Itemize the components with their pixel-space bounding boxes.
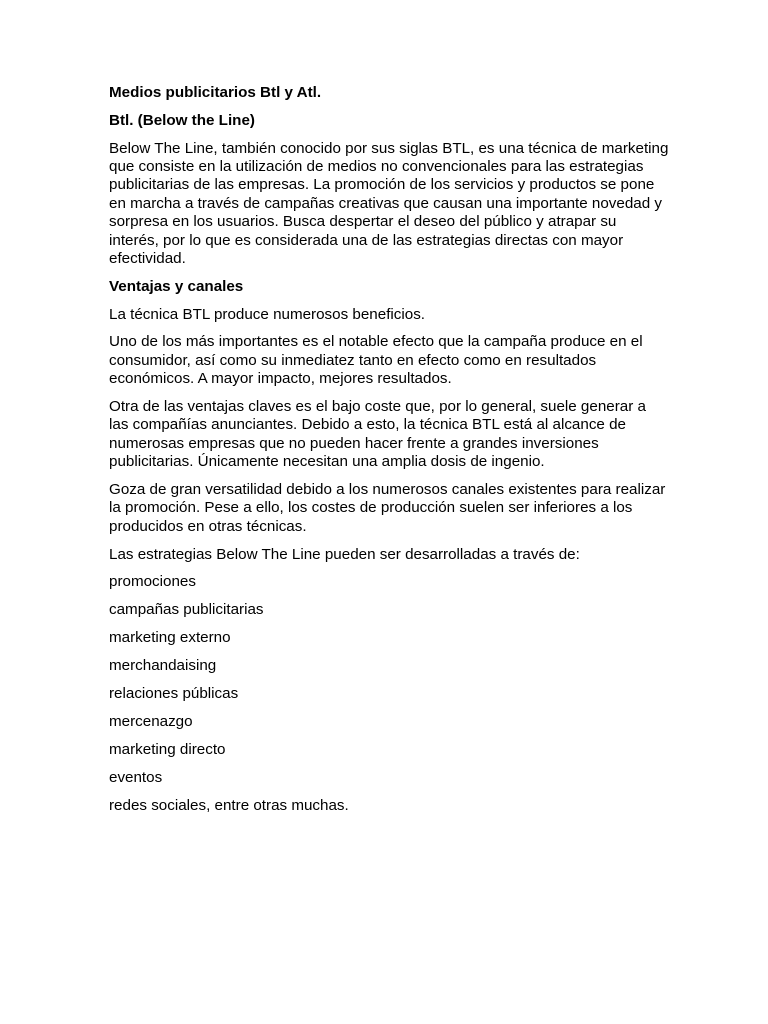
paragraph-channels-intro: Las estrategias Below The Line pueden ser desarrolladas a través de: [109, 545, 580, 563]
list-item: merchandaising [109, 657, 217, 675]
list-item: redes sociales, entre otras muchas. [109, 796, 349, 814]
paragraph-versatility: Goza de gran versatilidad debido a los numerosos canales existentes para realizar la promoción. Pese a ello, los costes de producción suelen ser inferiores a los producidos en otras técnicas. [109, 481, 666, 535]
list-item: eventos [109, 768, 163, 786]
section-heading-ventajas: Ventajas y canales [109, 277, 244, 295]
paragraph-btl-definition: Below The Line, también conocido por sus siglas BTL, es una técnica de marketing que consiste en la utilización de medios no convencionales para las estrategias publicitarias de las empresas. La promoción de los servicios y productos se pone en marcha a través de campañas creativas que causan una importante novedad y sorpresa en los usuarios. Busca despertar el deseo del público y atrapar su interés, por lo que es considerada una de las estrategias directas con mayor efectividad. [109, 139, 669, 268]
section-heading-btl: Btl. (Below the Line) [109, 111, 255, 129]
list-item: campañas publicitarias [109, 601, 264, 619]
paragraph-low-cost: Otra de las ventajas claves es el bajo coste que, por lo general, suele generar a las compañías anunciantes. Debido a esto, la técnica BTL está al alcance de numerosas empresas que no pueden hacer frente a grandes inversiones publicitarias. Únicamente necesitan una amplia dosis de ingenio. [109, 398, 646, 471]
channels-list [109, 573, 669, 815]
list-item: promociones [109, 573, 196, 591]
list-item: relaciones públicas [109, 685, 239, 703]
list-item: marketing externo [109, 629, 231, 647]
paragraph-benefits-intro: La técnica BTL produce numerosos beneficios. [109, 305, 426, 323]
paragraph-consumer-effect: Uno de los más importantes es el notable efecto que la campaña produce en el consumidor, así como su inmediatez tanto en efecto como en resultados económicos. A mayor impacto, mejores resultados. [109, 333, 643, 388]
document-page [109, 84, 669, 825]
list-item: marketing directo [109, 740, 226, 758]
document-title: Medios publicitarios Btl y Atl. [109, 84, 322, 101]
list-item: mercenazgo [109, 712, 193, 730]
